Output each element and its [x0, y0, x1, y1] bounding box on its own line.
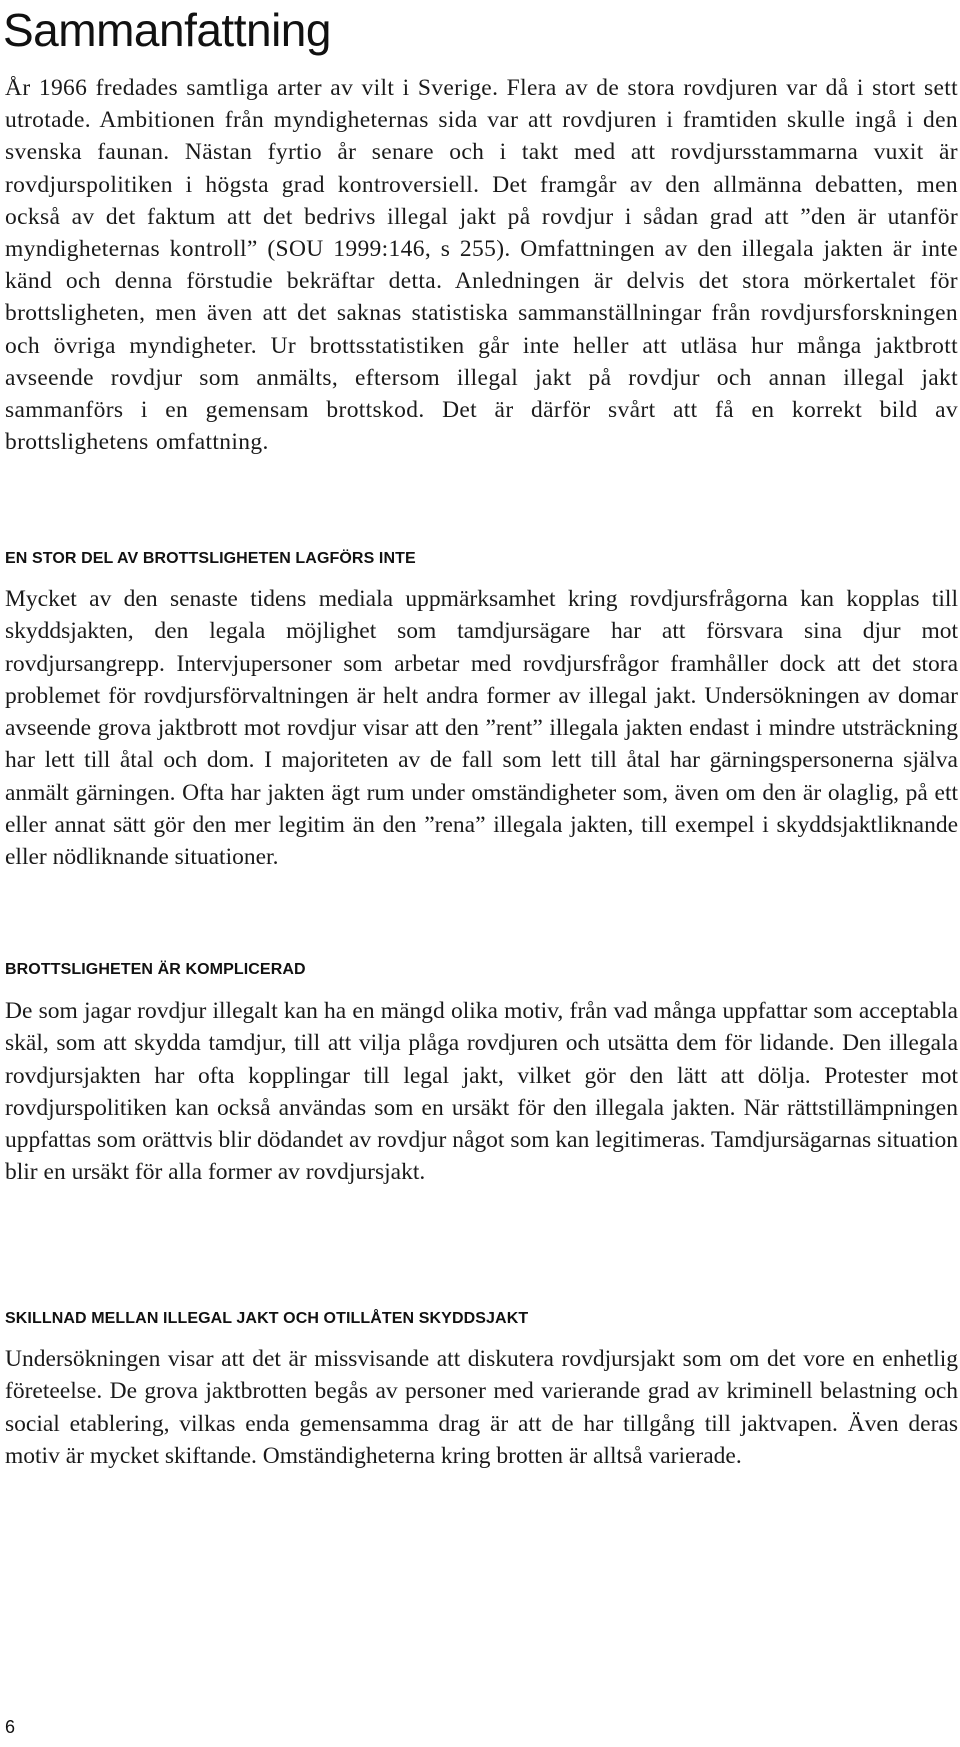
section-heading-komplicerad: BROTTSLIGHETEN ÄR KOMPLICERAD [5, 961, 306, 978]
section-heading-skillnad: SKILLNAD MELLAN ILLEGAL JAKT OCH OTILLÅTEN SKYDDSJAKT [5, 1310, 529, 1327]
page-number: 6 [5, 1717, 16, 1737]
section-heading-lagfors: EN STOR DEL AV BROTTSLIGHETEN LAGFÖRS INTE [5, 550, 416, 567]
section-body-lagfors: Mycket av den senaste tidens mediala uppmärksamhet kring rovdjursfrågorna kan kopplas till skyddsjakten, den legala möjlighet som tamdjursägare har att försvara sina djur mot rovdjursangrepp. Intervjupersoner som arbetar med rovdjursfrågor framhåller dock att det stora problemet för rovdjursförvaltningen är helt andra former av illegal jakt. Undersökningen av domar avseende grova jaktbrott mot rovdjur visar att den ”rent” illegala jakten endast i mindre utsträckning har lett till åtal och dom. I majoriteten av de fall som lett till åtal har gärningspersonerna själva anmält gärningen. Ofta har jakten ägt rum under omständigheter som, även om den är olaglig, på ett eller annat sätt gör den mer legitim än den ”rena” illegala jakten, till exempel i skyddsjaktliknande eller nödliknande situationer. [5, 586, 958, 871]
section-body-komplicerad: De som jagar rovdjur illegalt kan ha en mängd olika motiv, från vad många uppfattar som acceptabla skäl, som att skydda tamdjur, till att vilja plåga rovdjuren och utsätta dem för lidande. Den illegala rovdjursjakten har ofta kopplingar till legal jakt, vilket gör den lätt att dölja. Protester mot rovdjurspolitiken kan också användas som en ursäkt för den illegala jakten. När rättstillämpningen uppfattas som orättvis blir dödandet av rovdjur något som kan legitimeras. Tamdjursägarnas situation blir en ursäkt för alla former av rovdjursjakt. [5, 998, 958, 1186]
page-title: Sammanfattning [3, 4, 331, 56]
intro-paragraph: År 1966 fredades samtliga arter av vilt i Sverige. Flera av de stora rovdjuren var då i stort sett utrotade. Ambitionen från myndigheternas sida var att rovdjuren i framtiden skulle ingå i den svenska faunan. Nästan fyrtio år senare och i takt med att rovdjursstammarna vuxit är rovdjurspolitiken i högsta grad kontroversiell. Det framgår av den allmänna debatten, men också av det faktum att det bedrivs illegal jakt på rovdjur i sådan grad att ”den är utanför myndigheternas kontroll” (SOU 1999:146, s 255). Omfattningen av den illegala jakten är inte känd och denna förstudie bekräftar detta. Anledningen är delvis det stora mörkertalet för brottsligheten, men även att det saknas statistiska sammanställningar från rovdjursforskningen och övriga myndigheter. Ur brottsstatistiken går inte heller att utläsa hur många jaktbrott avseende rovdjur som anmälts, eftersom illegal jakt på rovdjur och annan illegal jakt sammanförs i en gemensam brottskod. Det är därför svårt att få en korrekt bild av brottslighetens omfattning. [5, 75, 958, 456]
section-body-skillnad: Undersökningen visar att det är missvisande att diskutera rovdjursjakt som om det vore en enhetlig företeelse. De grova jaktbrotten begås av personer med varierande grad av kriminell belastning och social etablering, vilkas enda gemensamma drag är att de har tillgång till jaktvapen. Även deras motiv är mycket skiftande. Omständigheterna kring brotten är alltså varierade. [5, 1346, 958, 1469]
